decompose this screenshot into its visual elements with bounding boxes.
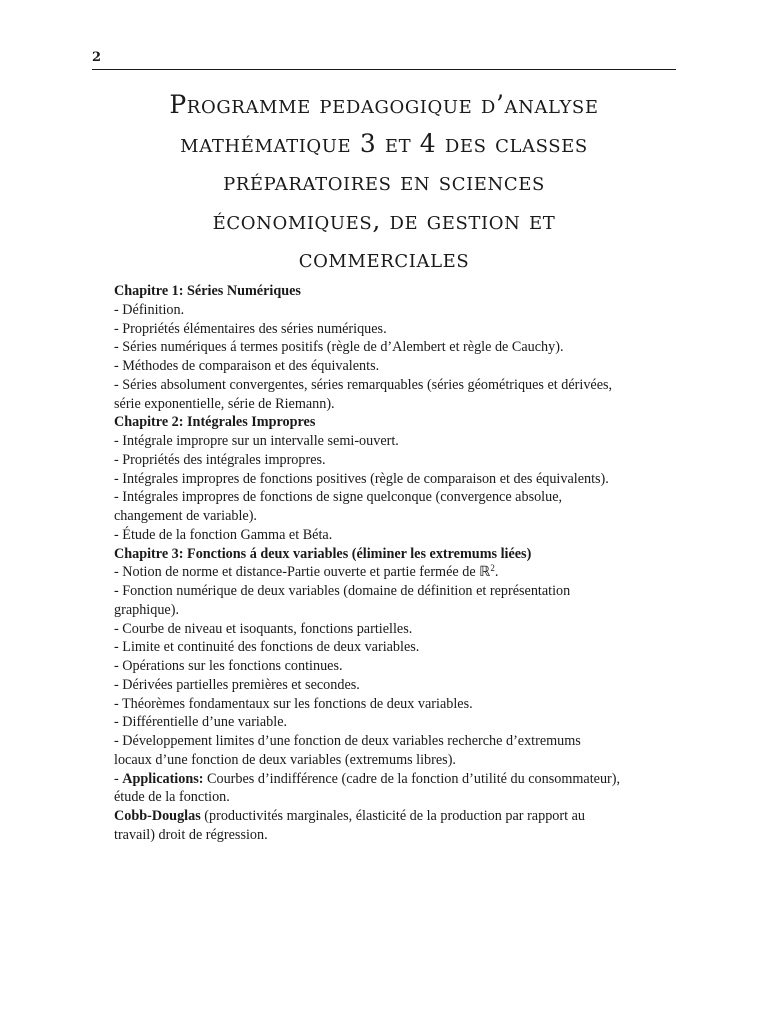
superscript: 2 [490, 563, 495, 574]
syllabus-item: - Dérivées partielles premières et secondes. [114, 676, 360, 693]
title-line: commerciales [298, 244, 470, 273]
syllabus-item: - Intégrales impropres de fonctions de signe quelconque (convergence absolue, [114, 489, 563, 506]
chapter-heading: Chapitre 2: Intégrales Impropres [114, 414, 316, 431]
syllabus-item: - Séries absolument convergentes, séries remarquables (séries géométriques et dérivées, [114, 376, 613, 393]
syllabus-item: - Fonction numérique de deux variables (domaine de définition et représentation [114, 583, 571, 599]
syllabus-item: - Étude de la fonction Gamma et Béta. [114, 526, 333, 543]
title-line: préparatoires en sciences [223, 167, 545, 196]
item-prefix: - [114, 770, 123, 787]
syllabus-item: - Courbe de niveau et isoquants, fonctions partielles. [114, 620, 413, 637]
syllabus-content [114, 282, 684, 845]
syllabus-item: - Intégrale impropre sur un intervalle semi-ouvert. [114, 433, 399, 449]
syllabus-item: - Développement limites d’une fonction de deux variables recherche d’extremums [114, 733, 581, 749]
chapter-heading: Chapitre 1: Séries Numériques [114, 283, 301, 299]
syllabus-item: - Séries numériques á termes positifs (règle de d’Alembert et règle de Cauchy). [114, 339, 564, 356]
syllabus-item: locaux d’une fonction de deux variables (extremums libres). [114, 751, 456, 768]
syllabus-item: - Intégrales impropres de fonctions positives (règle de comparaison et des équivalents). [114, 470, 609, 487]
syllabus-item [114, 563, 684, 582]
applications-label: Applications: [122, 770, 204, 787]
syllabus-item [114, 807, 684, 826]
syllabus-item: - Limite et continuité des fonctions de deux variables. [114, 639, 420, 656]
syllabus-item: - Propriétés des intégrales impropres. [114, 451, 326, 468]
syllabus-item [114, 770, 684, 789]
cobb-douglas-label: Cobb-Douglas [114, 808, 201, 824]
header-rule [92, 69, 676, 70]
syllabus-item: changement de variable). [114, 508, 257, 524]
syllabus-item: étude de la fonction. [114, 789, 230, 806]
document-title [92, 86, 676, 279]
syllabus-item: - Théorèmes fondamentaux sur les fonctions de deux variables. [114, 695, 473, 712]
syllabus-item: - Méthodes de comparaison et des équivalents. [114, 358, 380, 374]
syllabus-item: série exponentielle, série de Riemann). [114, 395, 335, 412]
syllabus-item-text: - Notion de norme et distance-Partie ouverte et partie fermée de ℝ [114, 564, 491, 581]
syllabus-item: graphique). [114, 601, 180, 618]
syllabus-item: - Propriétés élémentaires des séries numériques. [114, 320, 387, 337]
title-line: mathématique 3 et 4 des classes [180, 128, 588, 158]
syllabus-item-text: Courbes d’indifférence (cadre de la fonction d’utilité du consommateur), [203, 770, 621, 787]
syllabus-item: - Définition. [114, 301, 185, 318]
syllabus-item-text: (productivités marginales, élasticité de la production par rapport au [200, 808, 585, 824]
syllabus-item: - Opérations sur les fonctions continues. [114, 658, 343, 674]
chapter-heading: Chapitre 3: Fonctions á deux variables (éliminer les extremums liées) [114, 545, 532, 562]
syllabus-item-end: . [494, 564, 499, 581]
page-number: 2 [92, 50, 102, 65]
syllabus-item: travail) droit de régression. [114, 826, 268, 843]
title-line: économiques, de gestion et [212, 205, 556, 235]
syllabus-item: - Différentielle d’une variable. [114, 714, 288, 731]
title-line: Programme pedagogique d’analyse [169, 90, 599, 119]
